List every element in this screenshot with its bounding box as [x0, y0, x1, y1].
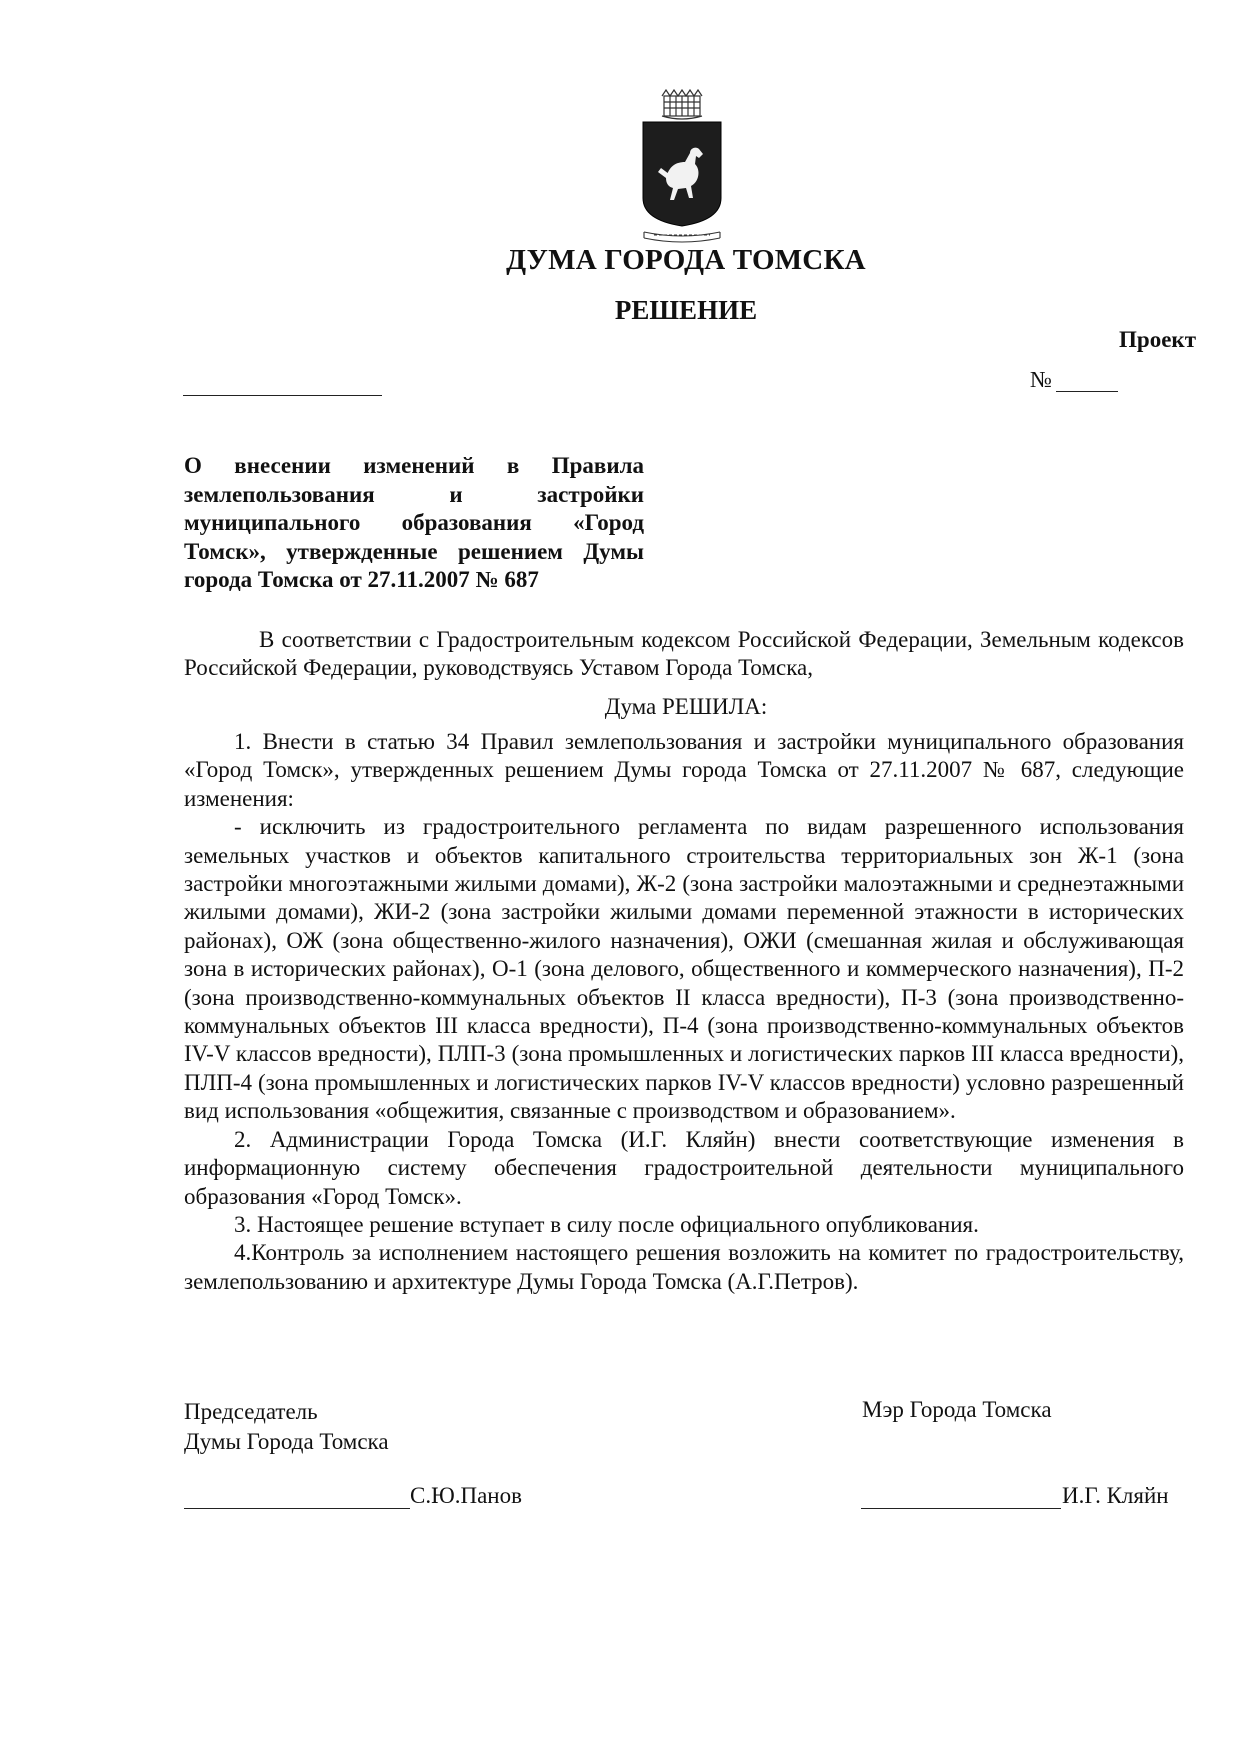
resolved-heading: Дума РЕШИЛА: [604, 694, 768, 719]
date-blank-line [183, 395, 382, 396]
document-type: РЕШЕНИЕ [614, 295, 758, 325]
signatory-left-name: С.Ю.Панов [410, 1483, 522, 1508]
signatory-right-title: Мэр Города Томска [862, 1397, 1052, 1422]
signatory-left-title-line1: Председатель [184, 1399, 318, 1424]
clause-3: 3. Настоящее решение вступает в силу после официального опубликования. [234, 1211, 979, 1237]
signatory-left-title-line2: Думы Города Томска [184, 1429, 389, 1454]
organization-title: ДУМА ГОРОДА ТОМСКА [506, 244, 866, 276]
crown-icon [662, 90, 702, 119]
signature-line-left [184, 1508, 410, 1509]
clause-1: 1. Внести в статью 34 Правил землепользования и застройки муниципального образования «Город Томск», утвержденных решением Думы города Томска от 27.11.2007 № 687, следующие изменения: [184, 729, 1184, 811]
clause-4: 4.Контроль за исполнением настоящего решения возложить на комитет по градостроительству, землепользованию и архитектуре Думы Города Томска (А.Г.Петров). [184, 1240, 1184, 1294]
signatory-left-title [184, 1397, 389, 1457]
signatory-right-name: И.Г. Кляйн [1062, 1483, 1169, 1508]
document-subject: О внесении изменений в Правила землепользования и застройки муниципального образования «Город Томск», утвержденные решением Думы города Томска от 27.11.2007 № 687 [184, 453, 644, 592]
preamble: В соответствии с Градостроительным кодексом Российской Федерации, Земельным кодексов Российской Федерации, руководствуясь Уставом Города Томска, [184, 627, 1184, 681]
number-blank-line [1056, 391, 1118, 392]
number-label: № [1030, 367, 1052, 392]
tomsk-coat-of-arms-icon [636, 86, 728, 250]
clauses-list [184, 728, 1184, 1296]
ribbon-icon [644, 232, 720, 242]
clause-2: 2. Администрации Города Томска (И.Г. Кляйн) внести соответствующие изменения в информационную систему обеспечения градостроительной деятельности муниципального образования «Город Томск». [184, 1126, 1184, 1209]
draft-label: Проект [1119, 327, 1196, 352]
clause-1-amendment: - исключить из градостроительного регламента по видам разрешенного использования земельных участков и объектов капитального строительства территориальных зон Ж-1 (зона застройки многоэтажными жилыми домами), Ж-2 (зона застройки малоэтажными и среднеэтажными жилыми домами), ЖИ-2 (зона застройки жилыми домами переменной этажности в исторических районах), ОЖ (зона общественно-жилого назначения), ОЖИ (смешанная жилая и обслуживающая зона в исторических районах), О-1 (зона делового, общественного и коммерческого назначения), П-2 (зона производственно-коммунальных объектов II класса вредности), П-3 (зона производственно-коммунальных объектов III класса вредности), П-4 (зона производственно-коммунальных объектов IV-V классов вредности), ПЛП-3 (зона промышленных и логистических парков III класса вредности), ПЛП-4 (зона промышленных и логистических парков IV-V классов вредности) условно разрешенный вид использования «общежития, связанные с производством и образованием». [184, 814, 1184, 1124]
signature-line-right [861, 1508, 1061, 1509]
